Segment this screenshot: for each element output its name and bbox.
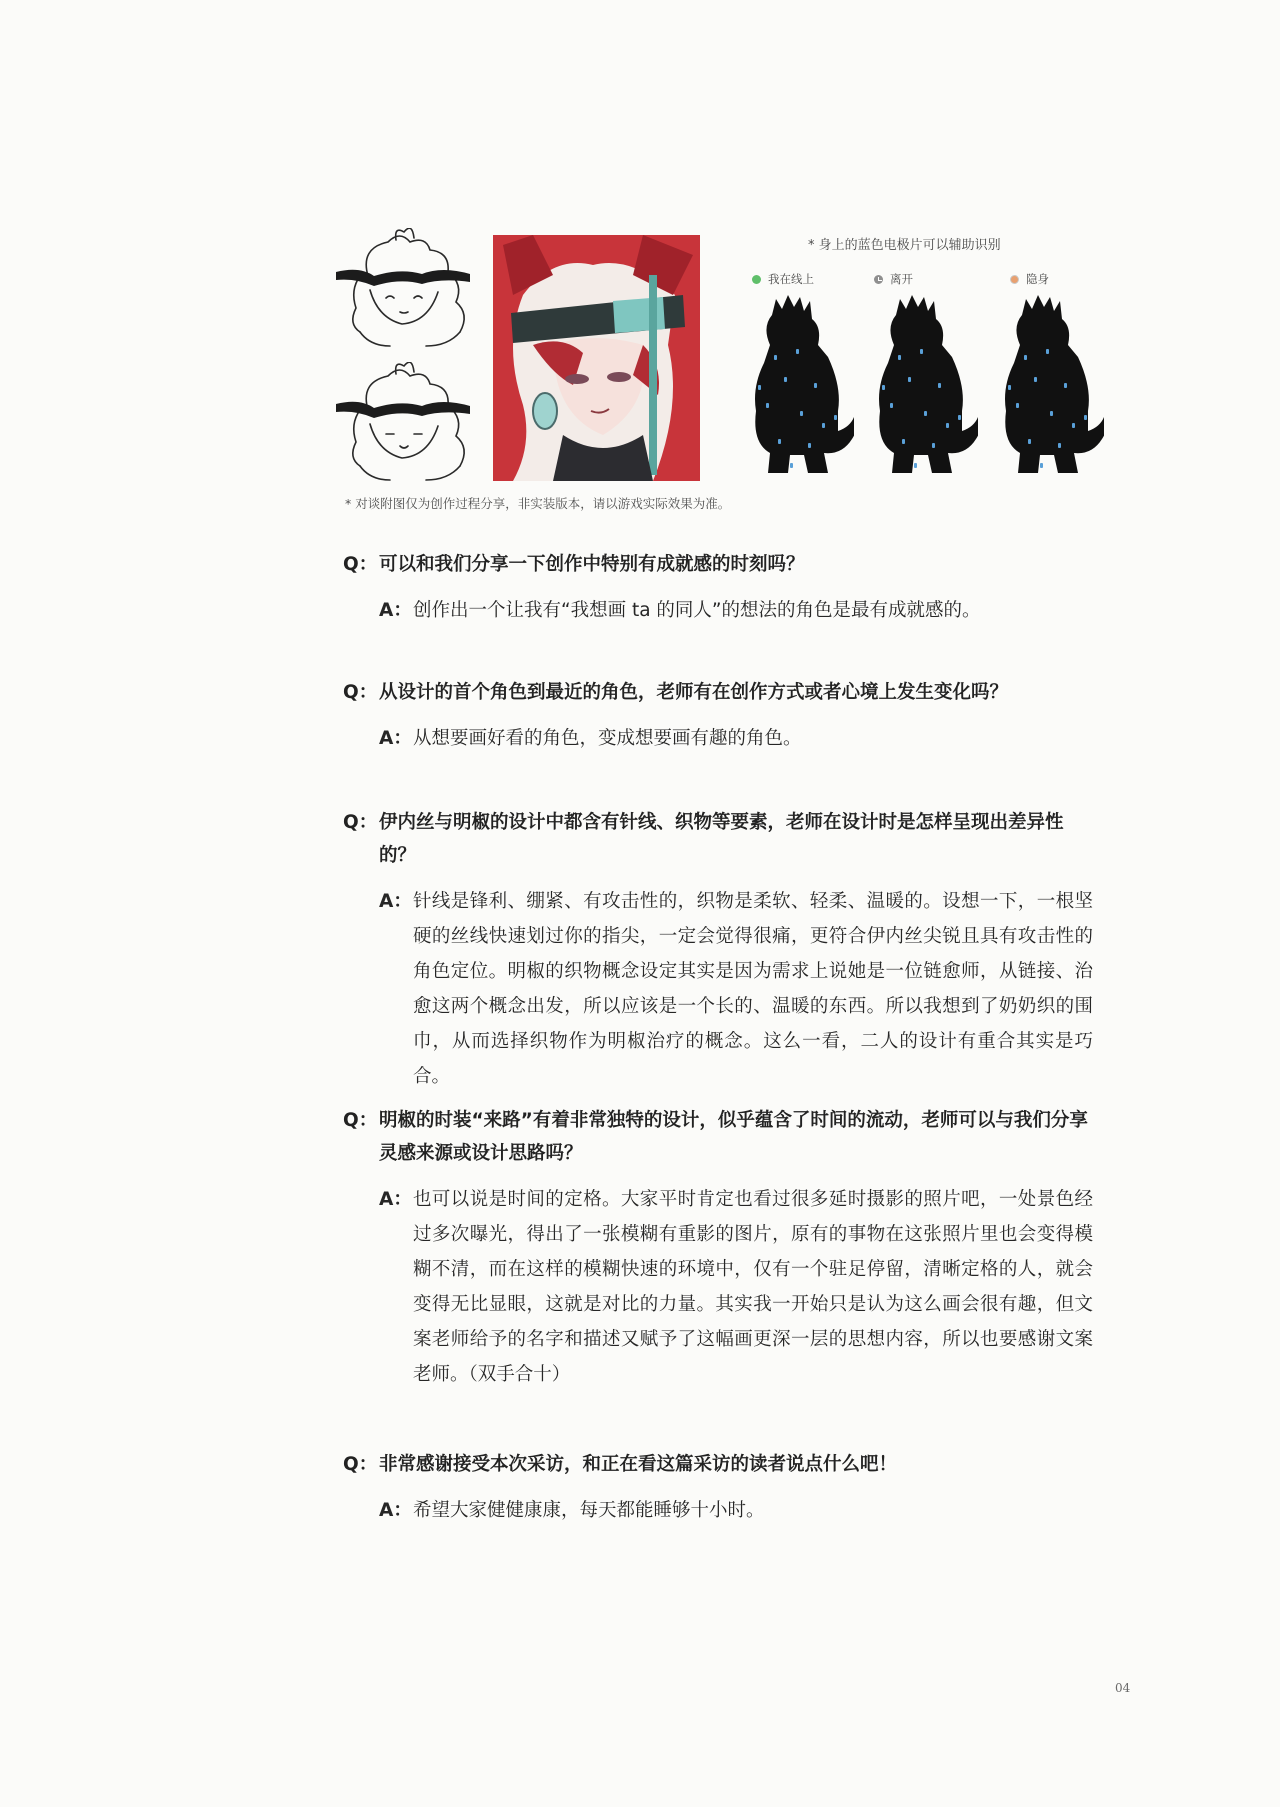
blue-electrode-icon	[1050, 411, 1053, 416]
blue-electrode-icon	[946, 423, 949, 428]
blue-electrode-icon	[778, 439, 781, 444]
question-text: 明椒的时装“来路”有着非常独特的设计，似乎蕴含了时间的流动，老师可以与我们分享灵感来源或设计思路吗？	[379, 1110, 1088, 1164]
blue-electrode-icon	[808, 443, 811, 448]
blue-electrode-icon	[784, 377, 787, 382]
blue-electrode-icon	[1072, 423, 1075, 428]
q-prefix: Q：	[343, 1110, 378, 1131]
blue-electrode-icon	[908, 377, 911, 382]
silhouette-body	[755, 295, 854, 473]
a-prefix: A：	[379, 728, 412, 749]
blue-electrode-icon	[822, 423, 825, 428]
away-status-clock-icon	[874, 275, 883, 284]
a-prefix: A：	[379, 1189, 412, 1210]
blue-electrode-icon	[1028, 439, 1031, 444]
identification-note: * 身上的蓝色电极片可以辅助识别	[808, 238, 1001, 253]
question	[343, 806, 1093, 872]
qa-item	[343, 1104, 1093, 1392]
question	[343, 1104, 1093, 1170]
answer	[379, 884, 1093, 1094]
character-sketch-1	[330, 228, 480, 350]
question-text: 非常感谢接受本次采访，和正在看这篇采访的读者说点什么吧！	[379, 1454, 898, 1475]
blue-electrode-icon	[924, 411, 927, 416]
answer	[379, 1182, 1093, 1392]
blue-electrode-icon	[766, 403, 769, 408]
answer	[379, 721, 1093, 756]
question-text: 从设计的首个角色到最近的角色，老师有在创作方式或者心境上发生变化吗？	[379, 682, 1009, 703]
blue-electrode-icon	[774, 355, 777, 360]
question	[343, 676, 1093, 709]
legend-label: 隐身	[1026, 272, 1049, 286]
blue-electrode-icon	[800, 411, 803, 416]
blue-electrode-icon	[790, 463, 793, 468]
character-silhouette	[738, 293, 854, 478]
blue-electrode-icon	[1040, 463, 1043, 468]
silhouette-body	[879, 295, 978, 473]
page-number: 04	[1115, 1681, 1131, 1695]
blue-electrode-icon	[1058, 443, 1061, 448]
blue-electrode-icon	[882, 385, 885, 390]
qa-item	[343, 548, 1093, 628]
online-status-dot-icon	[752, 275, 761, 284]
answer-text: 创作出一个让我有“我想画 ta 的同人”的想法的角色是最有成就感的。	[413, 600, 981, 621]
blue-electrode-icon	[890, 403, 893, 408]
character-sketch-2	[330, 362, 480, 484]
answer-text: 从想要画好看的角色，变成想要画有趣的角色。	[413, 728, 802, 749]
silhouette-online	[738, 293, 854, 478]
question	[343, 1448, 1093, 1481]
blue-electrode-icon	[902, 439, 905, 444]
blue-electrode-icon	[938, 383, 941, 388]
character-silhouette	[862, 293, 978, 478]
blue-electrode-icon	[1016, 403, 1019, 408]
blue-electrode-icon	[1046, 349, 1049, 354]
figure-caption: * 对谈附图仅为创作过程分享，非实装版本，请以游戏实际效果为准。	[345, 496, 731, 511]
q-prefix: Q：	[343, 554, 378, 575]
legend-label: 离开	[890, 272, 913, 286]
silhouette-body	[1005, 295, 1104, 473]
silhouette-away	[862, 293, 978, 478]
answer	[379, 1493, 1093, 1528]
a-prefix: A：	[379, 1500, 412, 1521]
question-text: 可以和我们分享一下创作中特别有成就感的时刻吗？	[379, 554, 805, 575]
status-silhouettes	[738, 293, 1106, 478]
invisible-status-dot-icon	[1010, 275, 1019, 284]
question	[343, 548, 1093, 581]
answer-text: 针线是锋利、绷紧、有攻击性的，织物是柔软、轻柔、温暖的。设想一下，一根坚硬的丝线快速划过你的指尖，一定会觉得很痛，更符合伊内丝尖锐且具有攻击性的角色定位。明椒的织物概念设定其实是因为需求上说她是一位链愈师，从链接、治愈这两个概念出发，所以应该是一个长的、温暖的东西。所以我想到了奶奶织的围巾，从而选择织物作为明椒治疗的概念。这么一看，二人的设计有重合其实是巧合。	[413, 891, 1093, 1087]
a-prefix: A：	[379, 891, 412, 912]
blue-electrode-icon	[932, 443, 935, 448]
blue-electrode-icon	[1034, 377, 1037, 382]
sketch-column	[330, 228, 480, 486]
blue-electrode-icon	[898, 355, 901, 360]
q-prefix: Q：	[343, 1454, 378, 1475]
legend-item-invisible	[1010, 271, 1049, 287]
answer-text: 希望大家健健康康，每天都能睡够十小时。	[413, 1500, 765, 1521]
blue-electrode-icon	[1064, 383, 1067, 388]
q-prefix: Q：	[343, 812, 378, 833]
character-silhouette	[988, 293, 1104, 478]
legend-label: 我在线上	[768, 272, 814, 286]
qa-item	[343, 676, 1093, 756]
silhouette-invisible	[988, 293, 1104, 478]
blue-electrode-icon	[1024, 355, 1027, 360]
blue-electrode-icon	[834, 415, 837, 420]
blue-electrode-icon	[1008, 385, 1011, 390]
legend-item-online	[752, 271, 814, 287]
blue-electrode-icon	[758, 385, 761, 390]
legend-item-away	[874, 271, 913, 287]
q-prefix: Q：	[343, 682, 378, 703]
character-portrait	[493, 235, 700, 481]
blue-electrode-icon	[814, 383, 817, 388]
blue-electrode-icon	[914, 463, 917, 468]
answer	[379, 593, 1093, 628]
qa-item	[343, 806, 1093, 1094]
blue-electrode-icon	[796, 349, 799, 354]
question-text: 伊内丝与明椒的设计中都含有针线、织物等要素，老师在设计时是怎样呈现出差异性的？	[379, 812, 1064, 866]
a-prefix: A：	[379, 600, 412, 621]
blue-electrode-icon	[958, 415, 961, 420]
qa-item	[343, 1448, 1093, 1528]
blue-electrode-icon	[920, 349, 923, 354]
answer-text: 也可以说是时间的定格。大家平时肯定也看过很多延时摄影的照片吧，一处景色经过多次曝光，得出了一张模糊有重影的图片，原有的事物在这张照片里也会变得模糊不清，而在这样的模糊快速的环境中，仅有一个驻足停留，清晰定格的人，就会变得无比显眼，这就是对比的力量。其实我一开始只是认为这么画会很有趣，但文案老师给予的名字和描述又赋予了这幅画更深一层的思想内容，所以也要感谢文案老师。（双手合十）	[413, 1189, 1093, 1385]
blue-electrode-icon	[1084, 415, 1087, 420]
status-legend	[752, 271, 1092, 291]
